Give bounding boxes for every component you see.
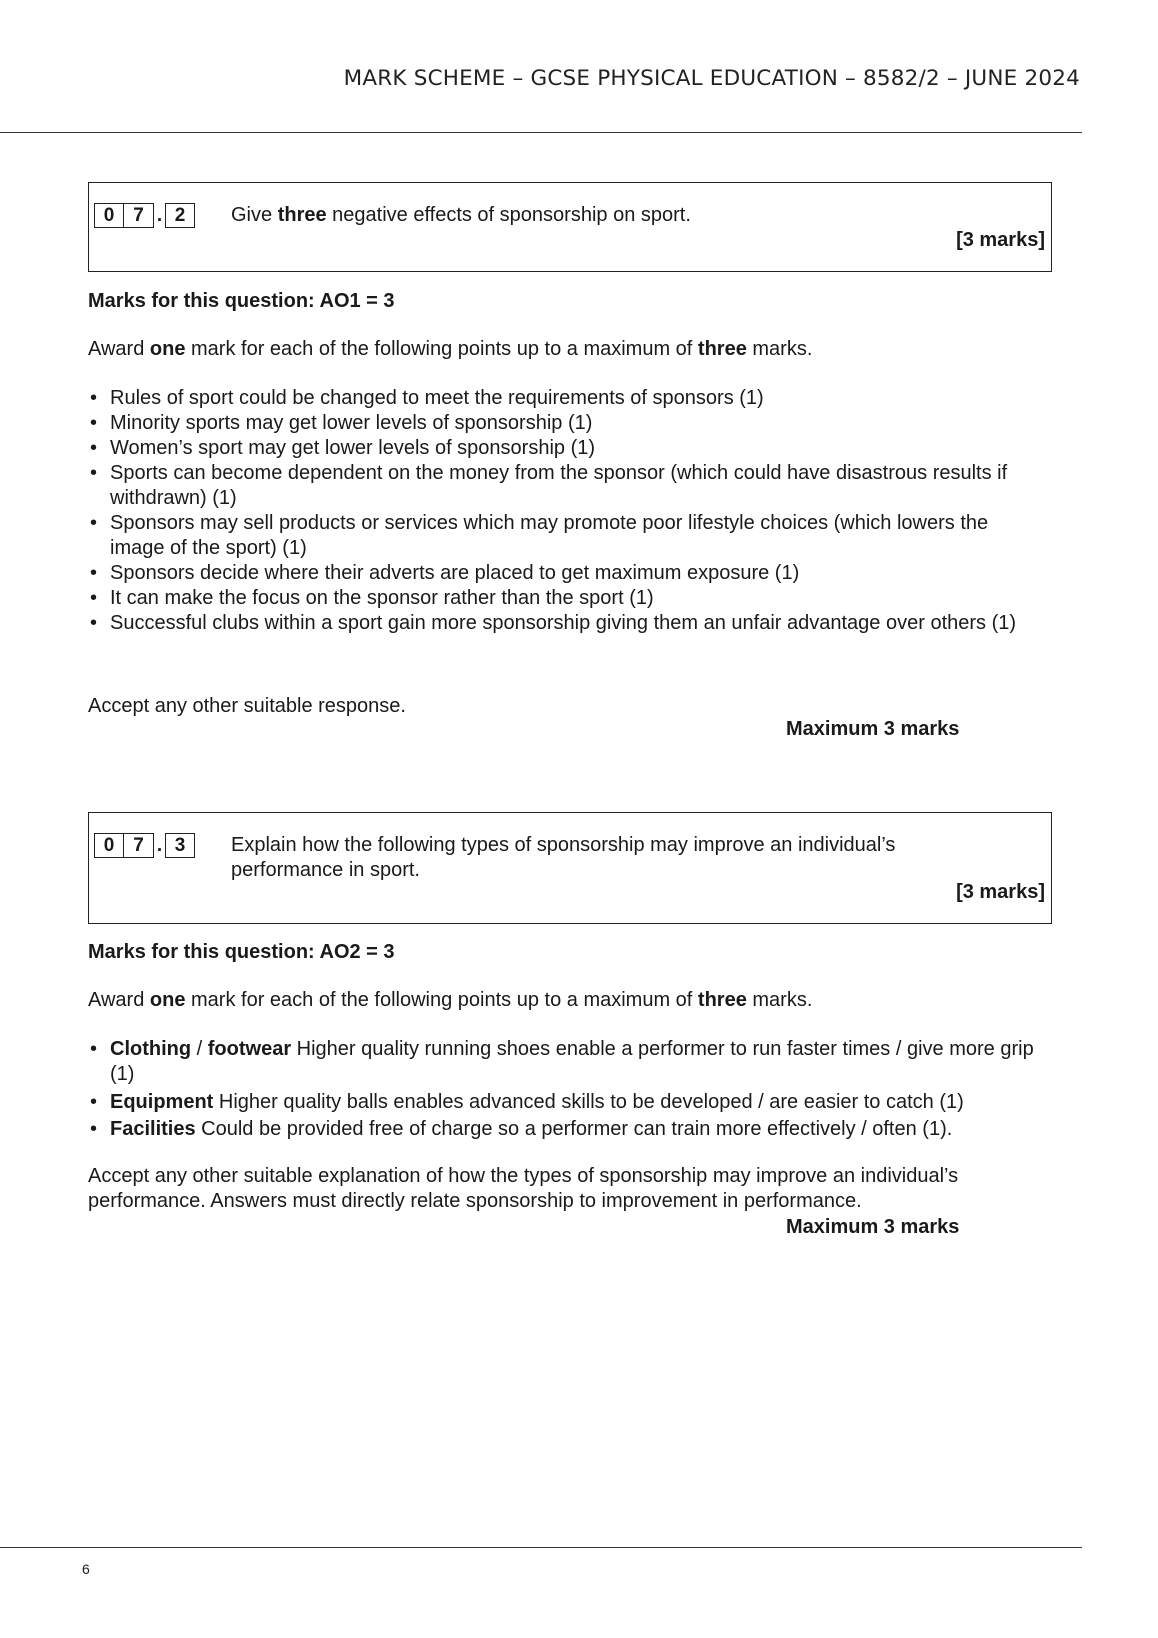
list-item: • Successful clubs within a sport gain more sponsorship giving them an unfair advantage over others (1) — [88, 611, 1048, 636]
question-box-07-2 — [88, 182, 1052, 272]
accept-note: Accept any other suitable explanation of how the types of sponsorship may improve an individual’s performance. Answers must directly relate sponsorship to improvement in performance. — [88, 1165, 959, 1212]
question-number — [94, 203, 195, 228]
header-title: MARK SCHEME – GCSE PHYSICAL EDUCATION – 8582/2 – JUNE 2024 — [343, 66, 1080, 91]
list-item: • Equipment Higher quality balls enables advanced skills to be developed / are easier to catch (1) — [88, 1090, 1048, 1115]
question-text: Explain how the following types of sponsorship may improve an individual’s performance in sport. — [231, 834, 896, 881]
list-item: • Women’s sport may get lower levels of sponsorship (1) — [88, 436, 1048, 461]
ao-label: Marks for this question: AO2 = 3 — [88, 941, 395, 963]
question-box-07-3 — [88, 812, 1052, 924]
question-marks: [3 marks] — [956, 229, 1045, 251]
question-number-dot: . — [156, 834, 163, 856]
list-item: • Sports can become dependent on the money from the sponsor (which could have disastrous results if withdrawn) (1) — [88, 461, 1048, 511]
header-divider — [0, 132, 1082, 133]
list-item: • Rules of sport could be changed to meet the requirements of sponsors (1) — [88, 386, 1048, 411]
question-text: Give three negative effects of sponsorship on sport. — [231, 204, 691, 226]
question-number — [94, 833, 195, 858]
ao-label: Marks for this question: AO1 = 3 — [88, 290, 395, 312]
award-instruction: Award one mark for each of the following points up to a maximum of three marks. — [88, 989, 813, 1011]
award-instruction: Award one mark for each of the following points up to a maximum of three marks. — [88, 338, 813, 360]
question-marks: [3 marks] — [956, 881, 1045, 903]
question-number-digit: 7 — [124, 203, 154, 228]
list-item: • Sponsors decide where their adverts are placed to get maximum exposure (1) — [88, 561, 1048, 586]
maximum-marks: Maximum 3 marks — [786, 718, 960, 740]
list-item: • Clothing / footwear Higher quality running shoes enable a performer to run faster times / give more grip (1) — [88, 1037, 1048, 1087]
question-number-dot: . — [156, 204, 163, 226]
list-item: • Sponsors may sell products or services which may promote poor lifestyle choices (which lowers the image of the sport) (1) — [88, 511, 1048, 561]
accept-note: Accept any other suitable response. — [88, 695, 406, 717]
list-item: • Minority sports may get lower levels of sponsorship (1) — [88, 411, 1048, 436]
list-item: • Facilities Could be provided free of charge so a performer can train more effectively / often (1). — [88, 1117, 1048, 1142]
page-number: 6 — [82, 1561, 90, 1577]
mark-points-list — [88, 1037, 1048, 1142]
footer-divider — [0, 1547, 1082, 1548]
question-number-digit: 0 — [94, 203, 124, 228]
question-number-digit: 3 — [165, 833, 195, 858]
maximum-marks: Maximum 3 marks — [786, 1216, 960, 1238]
list-item: • It can make the focus on the sponsor rather than the sport (1) — [88, 586, 1048, 611]
question-number-digit: 2 — [165, 203, 195, 228]
question-number-digit: 7 — [124, 833, 154, 858]
mark-points-list — [88, 386, 1048, 636]
question-number-digit: 0 — [94, 833, 124, 858]
